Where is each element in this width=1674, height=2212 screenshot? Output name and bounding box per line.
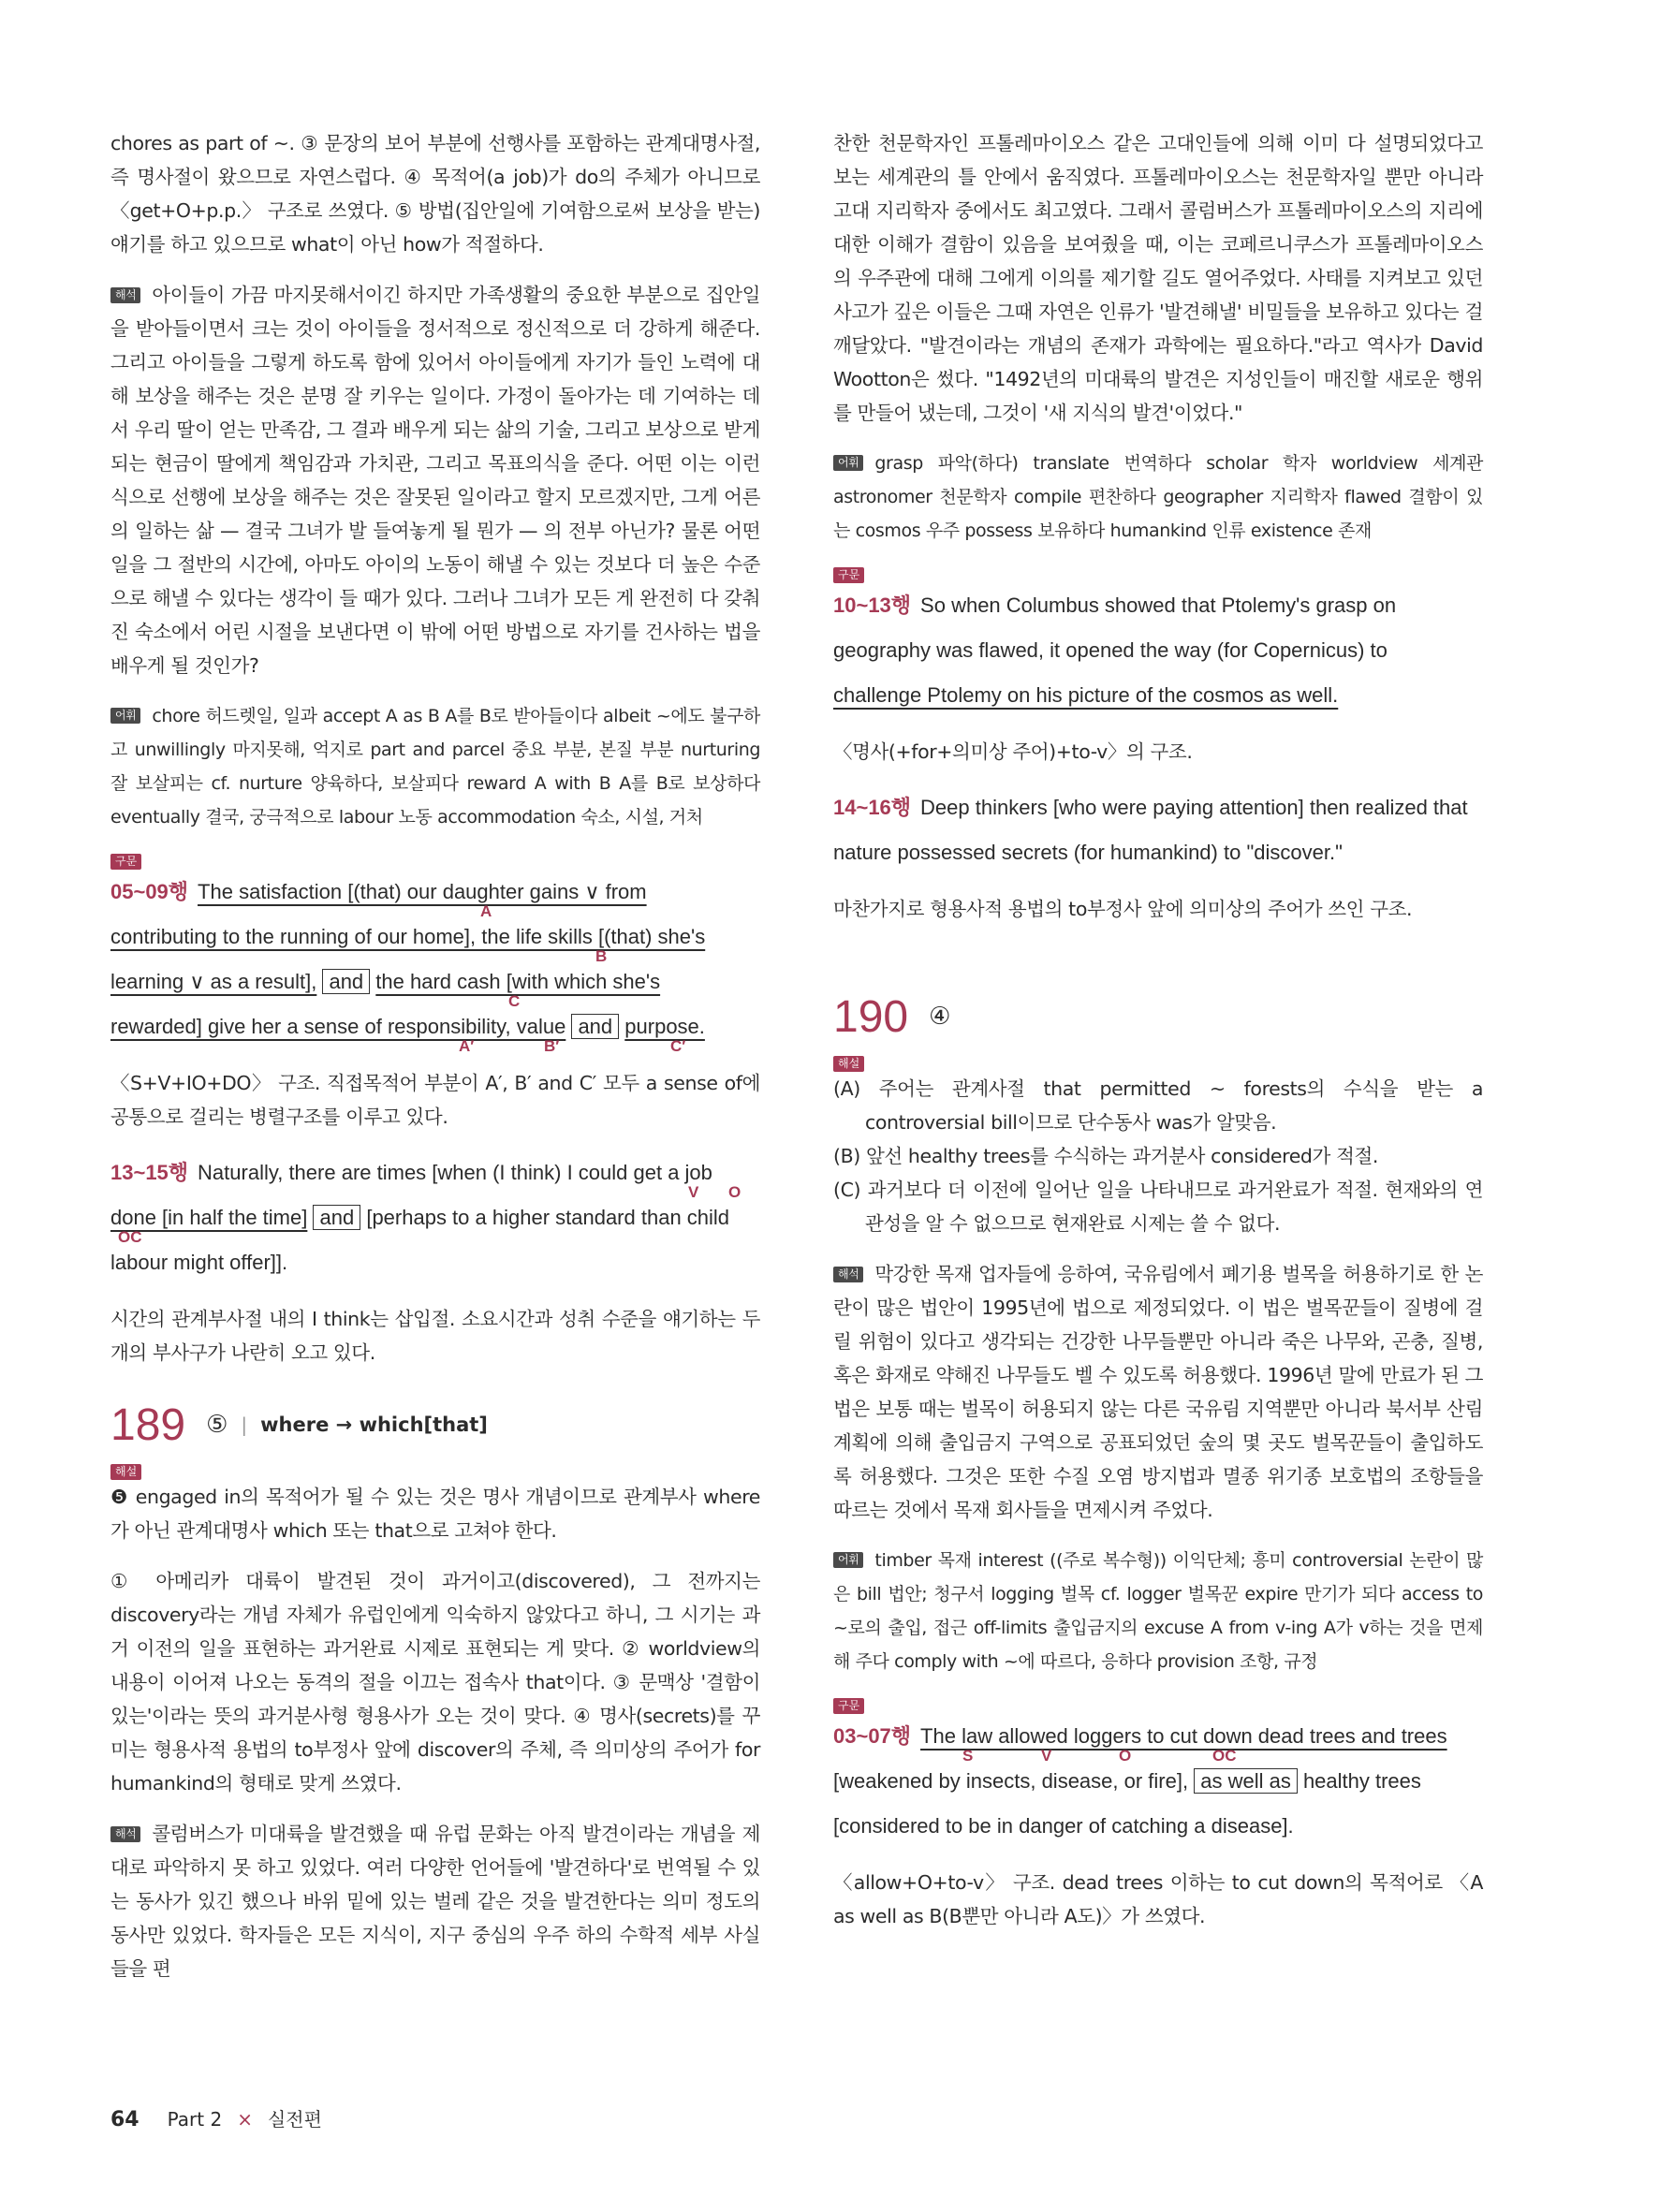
and-box: and [322, 969, 370, 994]
grammar-tag: 구문 [833, 567, 864, 583]
grammar-line: nature possessed secrets (for humankind) to "discover." [833, 841, 1343, 864]
question-header-190 [833, 984, 1483, 1049]
grammar-line: 03~07행 The law allowed loggers to cut down dead trees and trees S V O OC [833, 1724, 1447, 1765]
grammar-line: geography was flawed, it opened the way (for Copernicus) to [833, 638, 1388, 662]
grammar-mark: A′ [459, 1037, 475, 1055]
page-footer [110, 2104, 322, 2131]
vocabulary: 어휘 grasp 파악(하다) translate 번역하다 scholar 학자 worldview 세계관 astronomer 천문학자 compile 편찬하다 geographer 지리학자 flawed 결함이 있는 cosmos 우주 possess 보유하다 humankind 인류 existence 존재 [833, 453, 1483, 541]
grammar-mark: C′ [670, 1037, 686, 1055]
grammar-note: 〈allow+O+to-v〉 구조. dead trees 이하는 to cut down의 목적어로 〈A as well as B(B뿐만 아니라 A도)〉가 쓰였다. [833, 1871, 1483, 1927]
grammar-mark: O [1119, 1747, 1132, 1765]
vocabulary: 어휘 chore 허드렛일, 일과 accept A as B A를 B로 받아들이다 albeit ~에도 불구하고 unwillingly 마지못해, 억지로 part and parcel 중요 부분, 본질 부분 nurturing 잘 보살피는 cf. nurture 양육하다, 보살피다 reward A with B A를 B로 보상하다 eventually 결국, 궁극적으로 labour 노동 accommodation 숙소, 시설, 거처 [110, 706, 760, 828]
explanation: (B) 앞선 healthy trees를 수식하는 과거분사 considered가 적절. [833, 1145, 1378, 1167]
grammar-section [833, 564, 1483, 926]
grammar-line: challenge Ptolemy on his picture of the cosmos as well. [833, 683, 1339, 707]
grammar-line: contributing to the running of our home], the life skills [(that) she's B [110, 925, 706, 965]
grammar-note: 마찬가지로 형용사적 용법의 to부정사 앞에 의미상의 주어가 쓰인 구조. [833, 898, 1413, 920]
left-column [110, 126, 760, 1985]
grammar-line: done [in half the time] and [perhaps to a higher standard than child OC [110, 1206, 730, 1246]
grammar-line: labour might offer]]. [110, 1251, 288, 1274]
right-column [833, 126, 1483, 1933]
explanation: (C) 과거보다 더 이전에 일어난 일을 나타내므로 과거완료가 적절. 현재와의 연관성을 알 수 없으므로 현재완료 시제는 쓸 수 없다. [833, 1179, 1483, 1235]
grammar-line: learning ∨ as a result], and the hard cash [with which she's C [110, 970, 661, 1010]
explanation: ❺ engaged in의 목적어가 될 수 있는 것은 명사 개념이므로 관계부사 where가 아닌 관계대명사 which 또는 that으로 고쳐야 한다. [110, 1486, 760, 1542]
question-header-189 [110, 1392, 760, 1458]
answer-mark: ④ [929, 1003, 951, 1031]
paragraph: chores as part of ~. ③ 문장의 보어 부분에 선행사를 포함하는 관계대명사절, 즉 명사절이 왔으므로 자연스럽다. ④ 목적어(a job)가 do의 주체가 아니므로 〈get+O+p.p.〉 구조로 쓰였다. ⑤ 방법(집안일에 기여함으로써 보상을 받는) 얘기를 하고 있으므로 what이 아닌 how가 적절하다. [110, 132, 760, 256]
as-well-as-box: as well as [1194, 1768, 1298, 1794]
grammar-note: 〈명사(+for+의미상 주어)+to-v〉의 구조. [833, 740, 1193, 763]
translation-tag: 해석 [110, 287, 140, 303]
correction: where → which[that] [260, 1414, 488, 1436]
grammar-mark: B′ [544, 1037, 560, 1055]
explanation: (A) 주어는 관계사절 that permitted ~ forests의 수식을 받는 a controversial bill이므로 단수동사 was가 알맞음. [833, 1077, 1483, 1134]
grammar-mark: S [962, 1747, 974, 1765]
grammar-line: 13~15행 Naturally, there are times [when (I think) I could get a job V O [110, 1161, 742, 1201]
grammar-line: [considered to be in danger of catching a disease]. [833, 1814, 1294, 1838]
translation-tag: 해석 [833, 1267, 863, 1282]
translation-continued: 찬한 천문학자인 프톨레마이오스 같은 고대인들에 의해 이미 다 설명되었다고 보는 세계관의 틀 안에서 움직였다. 프톨레마이오스는 천문학자일 뿐만 아니라 고대 지리학자 중에서도 최고였다. 그래서 콜럼버스가 프톨레마이오스의 지리에 대한 이해가 결함이 있음을 보여줬을 때, 이는 코페르니쿠스가 프톨레마이오스의 우주관에 대해 그에게 이의를 제기할 길도 열어주었다. 사태를 지켜보고 있던 사고가 깊은 이들은 그때 자연은 인류가 '발견해낼' 비밀들을 보유하고 있다는 걸 깨달았다. "발견이라는 개념의 존재가 과학에는 필요하다."라고 역사가 David Wootton은 썼다. "1492년의 미대륙의 발견은 지성인들이 매진할 새로운 행위를 만들어 냈는데, 그것이 '새 지식의 발견'이었다." [833, 132, 1483, 424]
grammar-line: 10~13행 So when Columbus showed that Ptolemy's grasp on [833, 593, 1397, 617]
grammar-mark: OC [118, 1228, 142, 1246]
and-box: and [313, 1205, 360, 1230]
grammar-line: rewarded] give her a sense of responsibility, value and purpose. A′ B′ C′ [110, 1015, 705, 1055]
divider: | [241, 1414, 248, 1436]
vocab-tag: 어휘 [110, 708, 140, 724]
translation: 해석 아이들이 가끔 마지못해서이긴 하지만 가족생활의 중요한 부분으로 집안일을 받아들이면서 크는 것이 아이들을 정서적으로 정신적으로 더 강하게 해준다. 그리고 아이들을 그렇게 하도록 함에 있어서 아이들에게 자기가 들인 노력에 대해 보상을 해주는 것은 분명 잘 키우는 일이다. 가정이 돌아가는 데 기여하는 데서 우리 딸이 얻는 만족감, 그 결과 배우게 되는 삶의 기술, 그리고 보상으로 받게 되는 현금이 딸에게 책임감과 가치관, 그리고 목표의식을 준다. 어떤 이는 이런 식으로 선행에 보상을 해주는 것은 잘못된 일이라고 할지 모르겠지만, 그게 어른의 일하는 삶 — 결국 그녀가 발 들여놓게 될 뭔가 — 의 전부 아닌가? 물론 어떤 일을 그 절반의 시간에, 아마도 아이의 노동이 해낼 수 있는 것보다 더 높은 수준으로 해낼 수 있다는 생각이 들 때가 있다. 그러나 그녀가 모든 게 완전히 다 갖춰진 숙소에서 어린 시절을 보낸다면 이 밖에 어떤 방법으로 자기를 건사하는 법을 배우게 될 것인가? [110, 284, 760, 677]
explanation: ① 아메리카 대륙이 발견된 것이 과거이고(discovered), 그 전까지는 discovery라는 개념 자체가 유럽인에게 익숙하지 않았다고 하니, 그 시기는 과거 이전의 일을 표현하는 과거완료 시제로 표현되는 게 맞다. ② worldview의 내용이 이어져 나오는 동격의 절을 이끄는 접속사 that이다. ③ 문맥상 '결함이 있는'이라는 뜻의 과거분사형 형용사가 오는 것이 맞다. ④ 명사(secrets)를 꾸미는 형용사적 용법의 to부정사 앞에 discover의 주체, 즉 의미상의 주어가 for humankind의 형태로 맞게 쓰였다. [110, 1570, 760, 1795]
grammar-tag: 구문 [110, 854, 141, 870]
vocabulary: 어휘 timber 목재 interest ((주로 복수형)) 이익단체; 흥미 controversial 논란이 많은 bill 법안; 청구서 logging 벌목 cf. logger 벌목꾼 expire 만기가 되다 access to ~로의 출입, 접근 off-limits 출입금지의 excuse A from v-ing A가 v하는 것을 면제해 주다 comply with ~에 따르다, 응하다 provision 조항, 규정 [833, 1550, 1483, 1672]
vocab-tag: 어휘 [833, 455, 863, 471]
answer-mark: ⑤ [206, 1411, 228, 1439]
grammar-mark: OC [1212, 1747, 1237, 1765]
question-number: 190 [833, 991, 909, 1042]
explanation-tag: 해설 [833, 1056, 864, 1072]
grammar-mark: C [508, 992, 521, 1010]
grammar-mark: O [728, 1183, 742, 1201]
page-number: 64 [110, 2108, 140, 2131]
translation-tag: 해석 [110, 1826, 140, 1842]
grammar-section [110, 851, 760, 1370]
grammar-note: 시간의 관계부사절 내의 I think는 삽입절. 소요시간과 성취 수준을 얘기하는 두 개의 부사구가 나란히 오고 있다. [110, 1308, 760, 1364]
section-title: 실전편 [267, 2108, 322, 2131]
translation: 해석 막강한 목재 업자들에 응하여, 국유림에서 폐기용 벌목을 허용하기로 한 논란이 많은 법안이 1995년에 법으로 제정되었다. 이 법은 벌목꾼들이 질병에 걸릴 위험이 있다고 생각되는 건강한 나무들뿐만 아니라 죽은 나무와, 곤충, 질병, 혹은 화재로 약해진 나무들도 벨 수 있도록 허용했다. 1996년 말에 만료가 된 그 법은 보통 때는 벌목이 허용되지 않는 다른 국유림 지역뿐만 아니라 북서부 산림계획에 의해 출입금지 구역으로 공표되었던 숲의 몇 곳도 벌목꾼들이 출입하도록 허용했다. 그것은 또한 수질 오염 방지법과 멸종 위기종 보호법의 조항들을 따르는 것에서 목재 회사들을 면제시켜 주었다. [833, 1263, 1483, 1521]
grammar-line: 14~16행 Deep thinkers [who were paying attention] then realized that [833, 796, 1468, 819]
grammar-line: [weakened by insects, disease, or fire], as well as healthy trees [833, 1769, 1421, 1793]
explanation-tag: 해설 [110, 1464, 141, 1480]
part-label: Part 2 [167, 2108, 223, 2131]
question-number: 189 [110, 1399, 186, 1450]
translation: 해석 콜럼버스가 미대륙을 발견했을 때 유럽 문화는 아직 발견이라는 개념을 제대로 파악하지 못 하고 있었다. 여러 다양한 언어들에 '발견하다'로 번역될 수 있는 동사가 있긴 했으나 바위 밑에 있는 벌레 같은 것을 발견한다는 의미 정도의 동사만 있었다. 학자들은 모든 지식이, 지구 중심의 우주 하의 수학적 세부 사실들을 편 [110, 1823, 760, 1980]
grammar-mark: V [688, 1183, 699, 1201]
grammar-mark: A [480, 902, 492, 920]
grammar-section [833, 1695, 1483, 1933]
and-box: and [571, 1014, 619, 1039]
grammar-note: 〈S+V+IO+DO〉 구조. 직접목적어 부분이 A′, B′ and C′ 모두 a sense of에 공통으로 걸리는 병렬구조를 이루고 있다. [110, 1072, 760, 1128]
grammar-mark: B [595, 947, 608, 965]
grammar-mark: V [1041, 1747, 1052, 1765]
vocab-tag: 어휘 [833, 1552, 863, 1568]
separator: × [237, 2108, 253, 2131]
grammar-tag: 구문 [833, 1698, 864, 1714]
grammar-line: 05~09행 The satisfaction [(that) our daughter gains ∨ from A [110, 880, 647, 920]
